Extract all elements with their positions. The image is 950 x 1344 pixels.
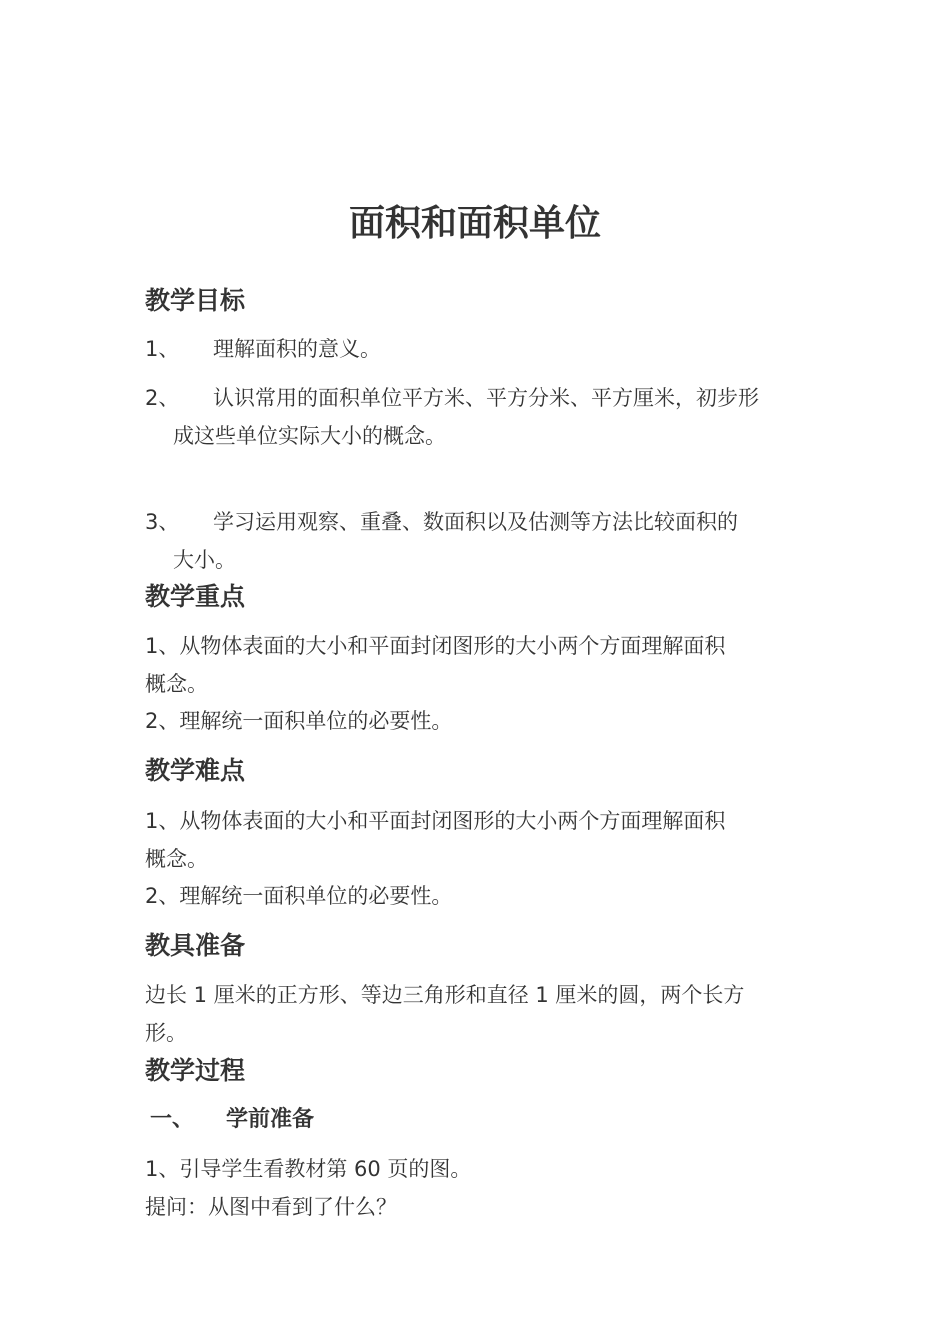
heading-difficulties: 教学难点 [145, 756, 246, 785]
key-point-line: 2、理解统一面积单位的必要性。 [145, 709, 453, 733]
goal-item-3 [145, 503, 810, 541]
heading-materials: 教具准备 [145, 931, 246, 960]
goal-item-2-continued: 成这些单位实际大小的概念。 [173, 424, 446, 448]
process-step-number: 一、 [150, 1107, 195, 1132]
goal-item-1 [145, 330, 810, 368]
goal-item-3-continued: 大小。 [173, 548, 236, 572]
process-step-label: 学前准备 [226, 1107, 315, 1132]
process-step-heading [150, 1103, 314, 1137]
heading-process: 教学过程 [145, 1056, 246, 1085]
key-point-line: 1、从物体表面的大小和平面封闭图形的大小两个方面理解面积 [145, 634, 726, 658]
goal-item-number: 2、 [145, 386, 180, 410]
key-point-line: 概念。 [145, 672, 208, 696]
process-line: 提问：从图中看到了什么？ [145, 1195, 397, 1219]
goal-item-number: 1、 [145, 337, 180, 361]
materials-line: 边长 1 厘米的正方形、等边三角形和直径 1 厘米的圆，两个长方 [145, 983, 745, 1007]
goal-item-2 [145, 379, 810, 417]
document-title: 面积和面积单位 [348, 203, 601, 244]
heading-teaching-goals: 教学目标 [145, 286, 246, 315]
process-line: 1、引导学生看教材第 60 页的图。 [145, 1157, 472, 1181]
goal-item-text: 认识常用的面积单位平方米、平方分米、平方厘米，初步形 [213, 386, 759, 410]
materials-line: 形。 [145, 1021, 187, 1045]
difficulty-line: 1、从物体表面的大小和平面封闭图形的大小两个方面理解面积 [145, 809, 726, 833]
difficulty-line: 概念。 [145, 847, 208, 871]
goal-item-text: 学习运用观察、重叠、数面积以及估测等方法比较面积的 [213, 510, 738, 534]
heading-key-points: 教学重点 [145, 582, 246, 611]
goal-item-number: 3、 [145, 510, 180, 534]
goal-item-text: 理解面积的意义。 [213, 337, 381, 361]
difficulty-line: 2、理解统一面积单位的必要性。 [145, 884, 453, 908]
